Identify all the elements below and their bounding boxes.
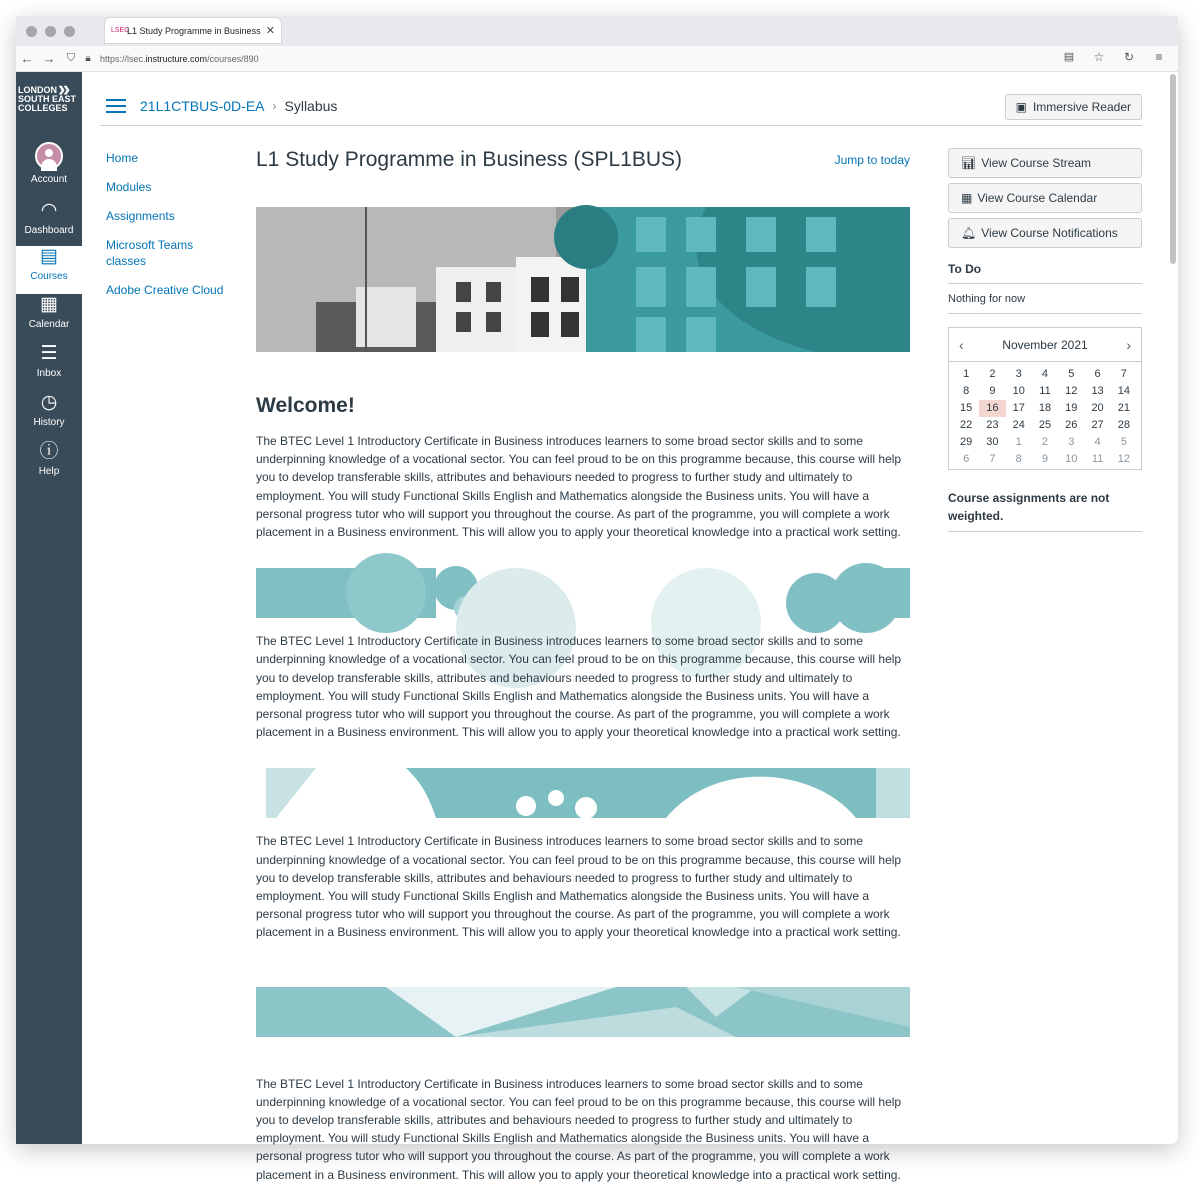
view-course-calendar-label: View Course Calendar (977, 191, 1098, 205)
calendar-day[interactable]: 12 (1065, 385, 1078, 397)
calendar-day[interactable]: 6 (1094, 368, 1101, 380)
url-domain: instructure.com (145, 53, 208, 64)
bookmark-star-icon[interactable]: ☆ (1093, 50, 1105, 64)
tab-strip (16, 16, 1178, 46)
calendar-small-icon: ▦ (961, 191, 973, 205)
brand-line-3: COLLEGES (18, 103, 68, 113)
history-icon: ◷ (40, 392, 58, 413)
mini-calendar (948, 327, 1142, 470)
calendar-day[interactable]: 12 (1117, 453, 1130, 465)
calendar-day[interactable]: 3 (1068, 436, 1075, 448)
dashboard-icon: ◠ (40, 200, 58, 221)
view-course-stream-label: View Course Stream (981, 156, 1092, 170)
hero-banner-image (256, 207, 910, 352)
decorative-band-triangles (256, 987, 910, 1037)
stream-icon: 📊︎ (961, 156, 977, 170)
calendar-day[interactable]: 7 (1120, 368, 1127, 380)
menu-icon[interactable]: ≡ (1155, 50, 1163, 64)
calendar-day[interactable]: 19 (1065, 402, 1078, 414)
immersive-reader-button[interactable] (1005, 94, 1142, 120)
view-course-stream-button[interactable] (948, 148, 1142, 178)
calendar-day[interactable]: 17 (1012, 402, 1025, 414)
calendar-month: November 2021 (1002, 337, 1088, 352)
calendar-days-grid (949, 362, 1141, 468)
breadcrumb-separator: › (272, 98, 277, 113)
brand-line-2: SOUTH EAST (18, 94, 77, 104)
nav-dashboard-label: Dashboard (24, 225, 74, 236)
prev-month-button[interactable]: ‹ (959, 336, 964, 353)
right-sidebar (948, 148, 1142, 532)
tab-close-icon[interactable]: ✕ (265, 25, 275, 37)
calendar-day[interactable]: 20 (1091, 402, 1104, 414)
lock-icon: 🔒︎ (85, 53, 91, 64)
course-navigation (106, 150, 236, 311)
calendar-day[interactable]: 24 (1012, 419, 1025, 431)
calendar-day[interactable]: 5 (1120, 436, 1127, 448)
nav-account[interactable] (16, 142, 82, 190)
course-nav-assignments[interactable]: Assignments (106, 209, 175, 223)
brand-line-1: LONDON (18, 85, 57, 95)
back-arrow-icon[interactable]: ← (20, 51, 34, 66)
course-nav-home[interactable]: Home (106, 151, 139, 165)
calendar-day[interactable]: 28 (1117, 419, 1130, 431)
calendar-header (949, 328, 1141, 362)
calendar-day[interactable]: 18 (1038, 402, 1052, 414)
intro-paragraph-3: The BTEC Level 1 Introductory Certificate in Business introduces learners to some broad sector skills and to some underpinning knowledge of a vocational sector. You can feel proud to be on this programme because, this course will help you to develop transferable skills, attributes and behaviours needed to progress to further study and ultimately to employment. You will study Functional Skills English and Mathematics alongside the Business units. You will have a personal progress tutor who will support you throughout the course. As part of the programme, you will complete a work placement in a Business environment. This will allow you to apply your theoretical knowledge into a practical work setting. (256, 834, 902, 940)
bell-icon: 🔔︎ (961, 226, 977, 240)
address-bar[interactable] (100, 54, 259, 64)
nav-help[interactable] (16, 441, 82, 489)
intro-paragraph-4: The BTEC Level 1 Introductory Certificate in Business introduces learners to some broad sector skills and to some underpinning knowledge of a vocational sector. You can feel proud to be on this programme because, this course will help you to develop transferable skills, attributes and behaviours needed to progress to further study and ultimately to employment. You will study Functional Skills English and Mathematics alongside the Business units. You will have a personal progress tutor who will support you throughout the course. As part of the programme, you will complete a work placement in a Business environment. This will allow you to apply your theoretical knowledge into a practical work setting. (256, 1076, 902, 1182)
weight-note: Course assignments are not weighted. (948, 489, 1142, 532)
courses-icon: ▤ (40, 246, 58, 267)
browser-toolbar (16, 46, 1178, 72)
calendar-day[interactable]: 9 (989, 385, 996, 397)
calendar-day[interactable]: 25 (1038, 419, 1052, 431)
inbox-icon: ☰ (40, 343, 58, 364)
calendar-day[interactable]: 22 (960, 419, 973, 431)
help-icon: ⓘ (39, 441, 59, 462)
calendar-day[interactable]: 3 (1015, 368, 1022, 380)
view-course-calendar-button[interactable] (948, 183, 1142, 213)
calendar-day[interactable]: 10 (1012, 385, 1025, 397)
decorative-band-circles (256, 568, 910, 618)
url-prefix: https://lsec. (100, 53, 146, 64)
nav-courses[interactable] (16, 246, 82, 294)
jump-to-today-link[interactable]: Jump to today (834, 153, 910, 167)
calendar-day[interactable]: 7 (989, 453, 996, 465)
page-scrollbar[interactable] (1170, 74, 1176, 264)
nav-dashboard[interactable] (16, 200, 82, 248)
calendar-day[interactable]: 11 (1091, 453, 1104, 465)
college-logo[interactable] (18, 76, 80, 126)
calendar-day[interactable]: 2 (1041, 436, 1049, 448)
nav-calendar[interactable] (16, 294, 82, 342)
toolbar-right (1058, 50, 1170, 64)
nav-history[interactable] (16, 392, 82, 440)
browser-tab[interactable] (104, 17, 282, 44)
shield-icon[interactable]: ⛉ (66, 52, 76, 64)
avatar (35, 142, 63, 170)
breadcrumb-current: Syllabus (284, 97, 338, 114)
calendar-day[interactable]: 23 (986, 419, 999, 431)
hamburger-menu-icon[interactable] (106, 99, 126, 113)
reload-icon[interactable]: ↻ (1123, 50, 1135, 64)
todo-heading: To Do (948, 262, 1142, 284)
window-controls (26, 26, 75, 37)
reader-view-icon[interactable]: ▤ (1063, 51, 1075, 63)
close-window-button[interactable] (26, 26, 37, 37)
calendar-day[interactable]: 2 (989, 368, 996, 380)
page-title: L1 Study Programme in Business (SPL1BUS) (256, 148, 683, 171)
immersive-reader-icon: ▣ (1015, 100, 1027, 114)
tab-title: L1 Study Programme in Business (127, 25, 261, 36)
calendar-day[interactable]: 1 (1015, 436, 1022, 448)
calendar-icon: ▦ (40, 294, 58, 315)
decorative-band-waves (256, 768, 910, 818)
global-navigation (16, 72, 82, 1144)
view-course-notifications-label: View Course Notifications (981, 226, 1118, 240)
calendar-day[interactable]: 5 (1068, 368, 1075, 380)
nav-help-label: Help (38, 466, 60, 477)
calendar-day[interactable]: 14 (1117, 385, 1130, 397)
immersive-reader-label: Immersive Reader (1032, 100, 1131, 114)
browser-window (16, 16, 1178, 1182)
next-month-button[interactable]: › (1126, 336, 1131, 353)
calendar-day[interactable]: 10 (1065, 453, 1078, 465)
intro-paragraph-1: The BTEC Level 1 Introductory Certificate in Business introduces learners to some broad sector skills and to some underpinning knowledge of a vocational sector. You can feel proud to be on this programme because, this course will help you to develop transferable skills, attributes and behaviours needed to progress to further study and ultimately to employment. You will study Functional Skills English and Mathematics alongside the Business units. You will have a personal progress tutor who will support you throughout the course. As part of the programme, you will complete a work placement in a Business environment. This will allow you to apply your theoretical knowledge into a practical work setting. (256, 434, 902, 540)
chevron-logo-icon: » (58, 76, 71, 101)
calendar-day[interactable]: 30 (986, 436, 999, 448)
calendar-day[interactable]: 27 (1091, 419, 1104, 431)
forward-arrow-icon[interactable]: → (42, 51, 56, 66)
nav-inbox[interactable] (16, 343, 82, 391)
syllabus-content (256, 144, 910, 1184)
calendar-day[interactable]: 9 (1041, 453, 1049, 465)
nav-calendar-label: Calendar (28, 319, 70, 330)
minimize-window-button[interactable] (45, 26, 56, 37)
intro-paragraph-2: The BTEC Level 1 Introductory Certificate in Business introduces learners to some broad sector skills and to some underpinning knowledge of a vocational sector. You can feel proud to be on this programme because, this course will help you to develop transferable skills, attributes and behaviours needed to progress to further study and ultimately to employment. You will study Functional Skills English and Mathematics alongside the Business units. You will have a personal progress tutor who will support you throughout the course. As part of the programme, you will complete a work placement in a Business environment. This will allow you to apply your theoretical knowledge into a practical work setting. (256, 634, 902, 740)
maximize-window-button[interactable] (64, 26, 75, 37)
nav-courses-label: Courses (30, 271, 68, 282)
nav-inbox-label: Inbox (36, 368, 62, 379)
calendar-day[interactable]: 15 (960, 402, 973, 414)
url-path: /courses/890 (207, 53, 259, 64)
calendar-day[interactable]: 16 (979, 400, 1005, 417)
calendar-day[interactable]: 13 (1091, 385, 1104, 397)
calendar-day[interactable]: 21 (1117, 402, 1130, 414)
calendar-day[interactable]: 8 (1015, 453, 1022, 465)
course-nav-adobe[interactable]: Adobe Creative Cloud (106, 283, 224, 297)
breadcrumb-course-link[interactable]: 21L1CTBUS-0D-EA (140, 97, 265, 114)
calendar-day[interactable]: 4 (1041, 368, 1049, 380)
calendar-day[interactable]: 29 (960, 436, 973, 448)
view-course-notifications-button[interactable] (948, 218, 1142, 248)
welcome-heading: Welcome! (256, 394, 355, 417)
todo-empty-text: Nothing for now (948, 293, 1142, 314)
calendar-day[interactable]: 4 (1094, 436, 1101, 448)
breadcrumb (100, 86, 1142, 126)
nav-account-label: Account (30, 174, 68, 185)
calendar-day[interactable]: 26 (1065, 419, 1078, 431)
nav-history-label: History (33, 417, 65, 428)
favicon-icon: LSEC (111, 27, 130, 34)
course-nav-modules[interactable]: Modules (106, 180, 152, 194)
calendar-day[interactable]: 1 (963, 368, 970, 380)
calendar-day[interactable]: 8 (963, 385, 970, 397)
calendar-day[interactable]: 11 (1039, 385, 1051, 397)
calendar-day[interactable]: 6 (963, 453, 970, 465)
course-nav-teams[interactable]: Microsoft Teams classes (106, 238, 194, 268)
